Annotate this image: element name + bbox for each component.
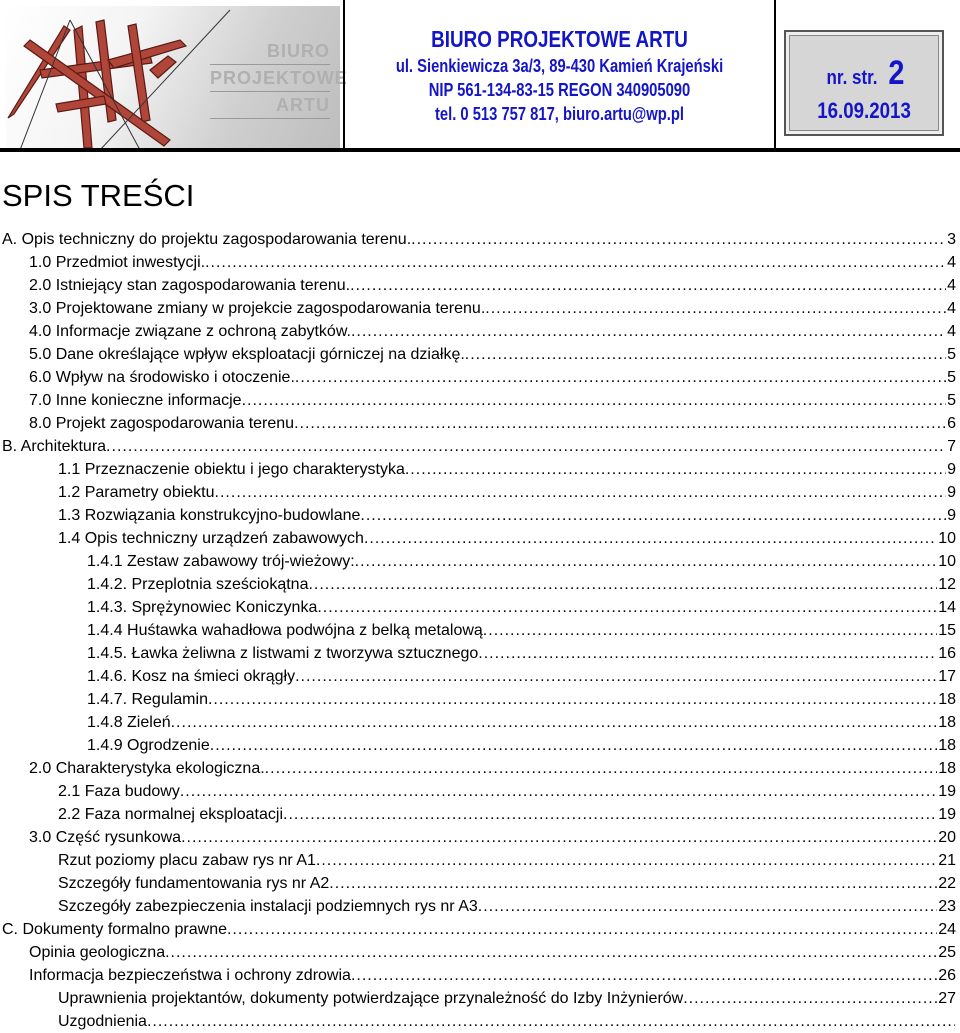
toc-entry-label: 2.1 Faza budowy [58, 783, 180, 800]
toc-leader-dots [683, 987, 937, 1010]
toc-leader-dots [181, 826, 937, 849]
toc-entry[interactable] [0, 642, 960, 665]
toc-entry-page: 20 [938, 829, 956, 846]
toc-entry-page: 18 [938, 737, 956, 754]
toc-leader-dots [485, 297, 946, 320]
toc-entry-label: 1.4.8 Zieleń [87, 714, 171, 731]
toc-entry-page: 7 [947, 438, 956, 455]
toc-entry[interactable] [0, 872, 960, 895]
toc-entry-page: 24 [938, 921, 956, 938]
toc-leader-dots [483, 619, 937, 642]
company-ids: NIP 561-134-83-15 REGON 340905090 [428, 80, 691, 100]
toc-leader-dots [205, 251, 946, 274]
toc-leader-dots [316, 849, 937, 872]
toc-entry-page: 5 [947, 392, 956, 409]
page-info [776, 0, 960, 150]
toc-leader-dots [180, 780, 937, 803]
toc-entry-page: 9 [947, 461, 956, 478]
toc-entry[interactable] [0, 573, 960, 596]
toc-entry-label: 2.0 Istniejący stan zagospodarowania terenu. [29, 277, 351, 294]
toc-leader-dots [350, 274, 946, 297]
toc-entry-page: 12 [938, 576, 956, 593]
toc-entry-page: 10 [938, 530, 956, 547]
toc-entry-label: 1.4.2. Przeplotnia sześciokątna [87, 576, 309, 593]
logo [0, 0, 348, 150]
page-title: SPIS TREŚCI [2, 178, 195, 213]
toc-entry-label: 2.2 Faza normalnej eksploatacji [58, 806, 284, 823]
toc-leader-dots [106, 435, 946, 458]
toc-entry-page: 5 [947, 369, 956, 386]
toc-entry[interactable] [0, 665, 960, 688]
toc-entry-page: 22 [938, 875, 956, 892]
toc-entry-label: 4.0 Informacje związane z ochroną zabytków. [29, 323, 351, 340]
toc-leader-dots [171, 711, 938, 734]
toc-entry-page: 4 [947, 254, 956, 271]
page-number [786, 54, 942, 93]
company-contact: tel. 0 513 757 817, biuro.artu@wp.pl [434, 104, 684, 124]
toc-entry[interactable] [0, 228, 960, 251]
toc-entry[interactable] [0, 711, 960, 734]
toc-leader-dots [465, 343, 946, 366]
toc-entry[interactable] [0, 527, 960, 550]
toc-entry-page: 3 [947, 231, 956, 248]
toc-entry[interactable] [0, 458, 960, 481]
toc-leader-dots [308, 573, 937, 596]
toc-entry[interactable] [0, 1010, 960, 1033]
toc-entry[interactable] [0, 757, 960, 780]
toc-leader-dots [478, 895, 937, 918]
toc-entry-label: 1.1 Przeznaczenie obiektu i jego charakterystyka [58, 461, 405, 478]
toc-entry-label: 2.0 Charakterystyka ekologiczna. [29, 760, 265, 777]
toc-entry[interactable] [0, 826, 960, 849]
toc-entry-label: 8.0 Projekt zagospodarowania terenu [29, 415, 295, 432]
toc-leader-dots [208, 688, 937, 711]
toc-entry[interactable] [0, 343, 960, 366]
page-number-box [784, 30, 944, 136]
toc-entry[interactable] [0, 803, 960, 826]
toc-entry-page: 21 [938, 852, 956, 869]
toc-entry-page: 19 [938, 783, 956, 800]
toc-leader-dots [294, 412, 946, 435]
toc-entry-label: Opinia geologiczna [29, 944, 166, 961]
toc-entry-page: 17 [938, 668, 956, 685]
page-number-value: 2 [888, 54, 905, 92]
toc-entry-label: 1.4.5. Ławka żeliwna z listwami z tworzywa sztucznego [87, 645, 479, 662]
toc-entry-page: 27 [938, 990, 956, 1007]
toc-entry-page: 25 [938, 944, 956, 961]
toc-entry-label: Uprawnienia projektantów, dokumenty potwierdzające przynależność do Izby Inżynierów [58, 990, 684, 1007]
toc-entry[interactable] [0, 964, 960, 987]
toc-entry-page: 15 [938, 622, 956, 639]
toc-leader-dots [411, 228, 946, 251]
toc-entry[interactable] [0, 688, 960, 711]
toc-leader-dots [364, 527, 937, 550]
toc-entry-label: 1.0 Przedmiot inwestycji. [29, 254, 206, 271]
toc-entry-label: A. Opis techniczny do projektu zagospodarowania terenu. [2, 231, 412, 248]
toc-leader-dots [242, 389, 947, 412]
toc-leader-dots [295, 665, 937, 688]
toc-entry-label: C. Dokumenty formalno prawne [2, 921, 227, 938]
toc-entry-page: 18 [938, 760, 956, 777]
toc-leader-dots [165, 941, 937, 964]
toc-entry-page: 5 [947, 346, 956, 363]
toc-leader-dots [147, 1010, 955, 1033]
toc-entry-page: 26 [938, 967, 956, 984]
page-header [0, 0, 960, 153]
toc-entry[interactable] [0, 849, 960, 872]
toc-entry[interactable] [0, 596, 960, 619]
toc-leader-dots [329, 872, 937, 895]
company-address: ul. Sienkiewicza 3a/3, 89-430 Kamień Krajeński [395, 56, 724, 76]
toc-entry[interactable] [0, 389, 960, 412]
toc-entry[interactable] [0, 366, 960, 389]
toc-entry-label: Rzut poziomy placu zabaw rys nr A1 [58, 852, 316, 869]
toc-entry-label: 3.0 Projektowane zmiany w projekcie zagospodarowania terenu. [29, 300, 486, 317]
company-info [343, 0, 776, 150]
toc-leader-dots [317, 596, 937, 619]
toc-entry[interactable] [0, 435, 960, 458]
toc-entry-label: 1.3 Rozwiązania konstrukcyjno-budowlane [58, 507, 361, 524]
company-name: BIURO PROJEKTOWE ARTU [431, 26, 688, 52]
toc-entry-page: 14 [938, 599, 956, 616]
toc-entry-label: 5.0 Dane określające wpływ eksploatacji górniczej na działkę. [29, 346, 465, 363]
toc-entry-label: 1.4.6. Kosz na śmieci okrągły [87, 668, 296, 685]
toc-leader-dots [360, 504, 946, 527]
toc-entry[interactable] [0, 734, 960, 757]
toc-entry[interactable] [0, 918, 960, 941]
toc-leader-dots [210, 734, 937, 757]
toc-entry-label: 6.0 Wpływ na środowisko i otoczenie. [29, 369, 295, 386]
toc-leader-dots [405, 458, 946, 481]
toc-entry-page: 18 [938, 691, 956, 708]
toc-entry-label: 3.0 Część rysunkowa [29, 829, 182, 846]
toc-entry[interactable] [0, 941, 960, 964]
toc-entry[interactable] [0, 550, 960, 573]
toc-entry-label: 7.0 Inne konieczne informacje [29, 392, 242, 409]
toc-entry-label: 1.4.9 Ogrodzenie [87, 737, 210, 754]
toc-entry-label: B. Architektura [2, 438, 107, 455]
toc-entry-page: 9 [947, 484, 956, 501]
toc-leader-dots [265, 757, 938, 780]
toc-entry-label: 1.4.3. Sprężynowiec Koniczynka [87, 599, 318, 616]
toc-leader-dots [351, 964, 937, 987]
logo-text-line: PROJEKTOWE [210, 65, 330, 92]
toc-leader-dots [227, 918, 937, 941]
toc-leader-dots [351, 320, 946, 343]
toc-entry-page: 19 [938, 806, 956, 823]
toc-entry-label: Uzgodnienia [58, 1013, 147, 1030]
toc-entry-page: 10 [938, 553, 956, 570]
toc-entry-label: Szczegóły zabezpieczenia instalacji podziemnych rys nr A3 [58, 898, 478, 915]
toc-leader-dots [295, 366, 946, 389]
logo-text-line: BIURO [210, 38, 330, 65]
toc-entry-page: 4 [947, 323, 956, 340]
toc-entry[interactable] [0, 987, 960, 1010]
logo-text-line: ARTU [210, 92, 330, 119]
toc-entry[interactable] [0, 780, 960, 803]
table-of-contents [0, 228, 960, 1033]
toc-leader-dots [355, 550, 938, 573]
toc-entry[interactable] [0, 297, 960, 320]
toc-entry[interactable] [0, 320, 960, 343]
toc-entry-page: 23 [938, 898, 956, 915]
toc-entry[interactable] [0, 251, 960, 274]
toc-entry-page: 16 [938, 645, 956, 662]
header-divider [0, 148, 960, 152]
toc-leader-dots [478, 642, 937, 665]
page-number-prefix: nr. str. [826, 67, 878, 89]
toc-entry-page: 4 [947, 300, 956, 317]
toc-entry[interactable] [0, 412, 960, 435]
toc-entry[interactable] [0, 619, 960, 642]
toc-entry-label: 1.2 Parametry obiektu [58, 484, 215, 501]
toc-leader-dots [283, 803, 937, 826]
toc-entry-label: Szczegóły fundamentowania rys nr A2 [58, 875, 330, 892]
toc-entry-label: Informacja bezpieczeństwa i ochrony zdrowia [29, 967, 351, 984]
toc-entry-page: 18 [938, 714, 956, 731]
toc-entry-label: 1.4.4 Huśtawka wahadłowa podwójna z belką metalową [87, 622, 483, 639]
date-value: 16.09.2013 [817, 98, 911, 123]
toc-entry-label: 1.4.7. Regulamin [87, 691, 208, 708]
toc-entry[interactable] [0, 274, 960, 297]
toc-entry-label: 1.4.1 Zestaw zabawowy trój-wieżowy: [87, 553, 355, 570]
toc-entry-page: 9 [947, 507, 956, 524]
toc-entry[interactable] [0, 504, 960, 527]
toc-leader-dots [215, 481, 947, 504]
toc-entry[interactable] [0, 895, 960, 918]
toc-entry-page: 4 [947, 277, 956, 294]
toc-entry-page: 6 [947, 415, 956, 432]
toc-entry-label: 1.4 Opis techniczny urządzeń zabawowych [58, 530, 364, 547]
toc-entry[interactable] [0, 481, 960, 504]
document-date [786, 98, 942, 124]
